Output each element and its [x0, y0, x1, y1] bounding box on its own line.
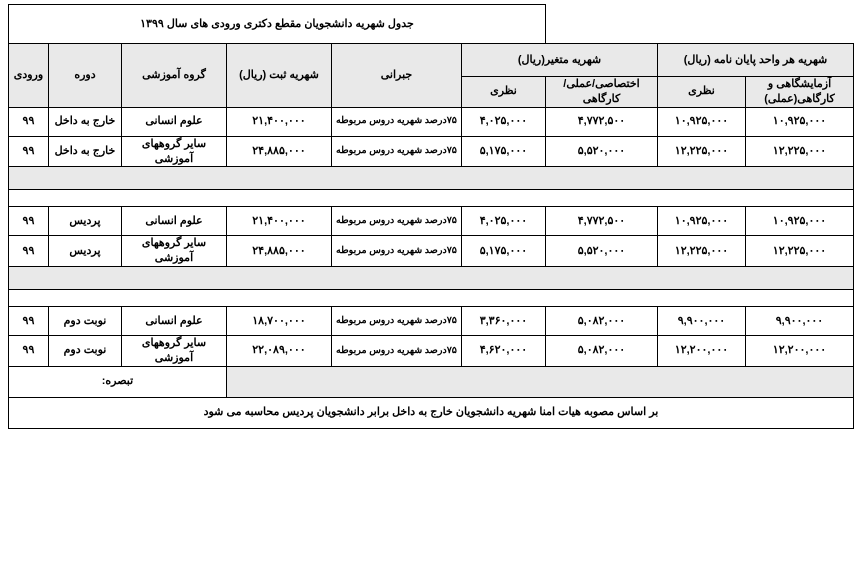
table-row — [8, 136, 853, 167]
group-separator-blank — [8, 290, 853, 307]
cell-compensatory: ۷۵درصد شهریه دروس مربوطه — [331, 307, 461, 336]
cell-entry-year: ۹۹ — [8, 336, 48, 367]
note-label: تبصره: — [8, 366, 226, 397]
cell-compensatory: ۷۵درصد شهریه دروس مربوطه — [331, 136, 461, 167]
cell-course: پردیس — [48, 207, 121, 236]
table-row — [8, 307, 853, 336]
header-row-top — [8, 44, 853, 77]
cell-theory-variable-fee: ۵,۱۷۵,۰۰۰ — [461, 236, 545, 267]
separator-cell-blank — [8, 190, 853, 207]
cell-theory-thesis-fee: ۱۲,۲۲۵,۰۰۰ — [658, 136, 746, 167]
cell-registration-fee: ۲۲,۰۸۹,۰۰۰ — [226, 336, 331, 367]
cell-theory-variable-fee: ۴,۰۲۵,۰۰۰ — [461, 107, 545, 136]
cell-theory-variable-fee: ۵,۱۷۵,۰۰۰ — [461, 136, 545, 167]
note-text: بر اساس مصوبه هیات امنا شهریه دانشجویان خارج به داخل برابر دانشجویان پردیس محاسبه می شود — [8, 397, 853, 428]
group-separator — [8, 267, 853, 290]
cell-edu-group: علوم انسانی — [121, 207, 226, 236]
header-course: دوره — [48, 44, 121, 108]
header-compensatory: جبرانی — [331, 44, 461, 108]
table-row — [8, 107, 853, 136]
table-row — [8, 207, 853, 236]
cell-entry-year: ۹۹ — [8, 207, 48, 236]
cell-practical-fee: ۵,۰۸۲,۰۰۰ — [545, 307, 657, 336]
cell-theory-thesis-fee: ۱۰,۹۲۵,۰۰۰ — [658, 207, 746, 236]
cell-lab-fee: ۱۲,۲۰۰,۰۰۰ — [746, 336, 854, 367]
cell-lab-fee: ۱۰,۹۲۵,۰۰۰ — [746, 107, 854, 136]
doctoral-fee-table — [8, 4, 854, 429]
title-spacer — [545, 5, 853, 44]
cell-practical-fee: ۴,۷۷۲,۵۰۰ — [545, 207, 657, 236]
cell-course: پردیس — [48, 236, 121, 267]
cell-edu-group: سایر گروههای آموزشی — [121, 136, 226, 167]
table-row — [8, 236, 853, 267]
header-registration-fee: شهریه ثبت (ریال) — [226, 44, 331, 108]
header-thesis-unit-fee: شهریه هر واحد پایان نامه (ریال) — [658, 44, 854, 77]
cell-course: نوبت دوم — [48, 307, 121, 336]
header-edu-group: گروه آموزشی — [121, 44, 226, 108]
cell-registration-fee: ۲۱,۴۰۰,۰۰۰ — [226, 107, 331, 136]
cell-entry-year: ۹۹ — [8, 307, 48, 336]
cell-entry-year: ۹۹ — [8, 136, 48, 167]
cell-course: خارج به داخل — [48, 107, 121, 136]
header-variable-fee: شهریه متغیر(ریال) — [461, 44, 657, 77]
cell-compensatory: ۷۵درصد شهریه دروس مربوطه — [331, 107, 461, 136]
cell-entry-year: ۹۹ — [8, 236, 48, 267]
cell-lab-fee: ۱۲,۲۲۵,۰۰۰ — [746, 236, 854, 267]
cell-edu-group: سایر گروههای آموزشی — [121, 336, 226, 367]
header-sub-lab: آزمایشگاهی و کارگاهی(عملی) — [746, 77, 854, 108]
cell-registration-fee: ۲۴,۸۸۵,۰۰۰ — [226, 136, 331, 167]
cell-edu-group: سایر گروههای آموزشی — [121, 236, 226, 267]
cell-compensatory: ۷۵درصد شهریه دروس مربوطه — [331, 336, 461, 367]
cell-lab-fee: ۹,۹۰۰,۰۰۰ — [746, 307, 854, 336]
header-sub-practical: اختصاصی/عملی/کارگاهی — [545, 77, 657, 108]
cell-course: خارج به داخل — [48, 136, 121, 167]
cell-compensatory: ۷۵درصد شهریه دروس مربوطه — [331, 236, 461, 267]
cell-theory-thesis-fee: ۹,۹۰۰,۰۰۰ — [658, 307, 746, 336]
separator-cell-blank — [8, 290, 853, 307]
note-label-row — [8, 366, 853, 397]
cell-compensatory: ۷۵درصد شهریه دروس مربوطه — [331, 207, 461, 236]
cell-practical-fee: ۵,۵۲۰,۰۰۰ — [545, 136, 657, 167]
separator-cell — [8, 167, 853, 190]
cell-theory-thesis-fee: ۱۲,۲۲۵,۰۰۰ — [658, 236, 746, 267]
cell-lab-fee: ۱۰,۹۲۵,۰۰۰ — [746, 207, 854, 236]
cell-edu-group: علوم انسانی — [121, 307, 226, 336]
cell-practical-fee: ۵,۵۲۰,۰۰۰ — [545, 236, 657, 267]
cell-theory-variable-fee: ۳,۳۶۰,۰۰۰ — [461, 307, 545, 336]
cell-lab-fee: ۱۲,۲۲۵,۰۰۰ — [746, 136, 854, 167]
note-empty-cell — [226, 366, 853, 397]
cell-theory-variable-fee: ۴,۰۲۵,۰۰۰ — [461, 207, 545, 236]
separator-cell — [8, 267, 853, 290]
cell-registration-fee: ۱۸,۷۰۰,۰۰۰ — [226, 307, 331, 336]
group-separator-blank — [8, 190, 853, 207]
fee-table-container — [9, 4, 854, 429]
cell-practical-fee: ۴,۷۷۲,۵۰۰ — [545, 107, 657, 136]
header-entry-year: ورودی — [8, 44, 48, 108]
cell-edu-group: علوم انسانی — [121, 107, 226, 136]
cell-theory-thesis-fee: ۱۰,۹۲۵,۰۰۰ — [658, 107, 746, 136]
cell-entry-year: ۹۹ — [8, 107, 48, 136]
cell-theory-thesis-fee: ۱۲,۲۰۰,۰۰۰ — [658, 336, 746, 367]
group-separator — [8, 167, 853, 190]
header-sub-theory-variable: نظری — [461, 77, 545, 108]
cell-registration-fee: ۲۱,۴۰۰,۰۰۰ — [226, 207, 331, 236]
cell-course: نوبت دوم — [48, 336, 121, 367]
table-row — [8, 336, 853, 367]
cell-practical-fee: ۵,۰۸۲,۰۰۰ — [545, 336, 657, 367]
header-sub-theory-thesis: نظری — [658, 77, 746, 108]
note-body-row — [8, 397, 853, 428]
title-row — [8, 5, 853, 44]
cell-theory-variable-fee: ۴,۶۲۰,۰۰۰ — [461, 336, 545, 367]
cell-registration-fee: ۲۴,۸۸۵,۰۰۰ — [226, 236, 331, 267]
page-title: جدول شهریه دانشجویان مقطع دکتری ورودی های سال ۱۳۹۹ — [8, 5, 545, 44]
